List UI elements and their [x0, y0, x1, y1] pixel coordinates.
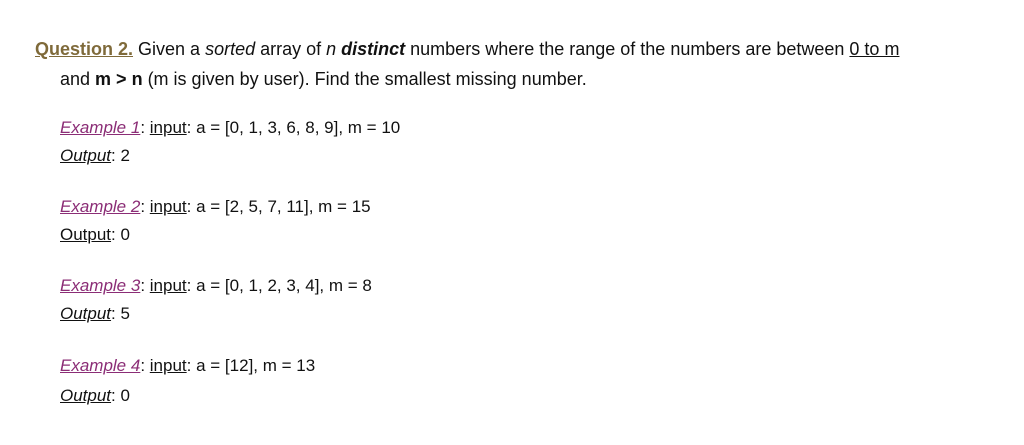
example-3-input-line — [60, 273, 372, 299]
example-1-output-label: Output — [60, 146, 112, 165]
example-3-input-label: input — [149, 276, 187, 295]
example-3-output-line — [60, 301, 130, 327]
question-text-5: (m is given by user). Find the smallest missing number. — [142, 69, 587, 89]
m-gt-n: m > n — [95, 69, 143, 89]
example-4-output-line — [60, 383, 130, 409]
question-title: Question 2. — [35, 39, 134, 59]
example-1-output-value: : 2 — [111, 146, 130, 165]
question-line-2 — [60, 66, 587, 92]
example-1-input-line — [60, 115, 400, 141]
example-4-input-value: : a = [12], m = 13 — [186, 356, 316, 375]
example-2-label: Example 2 — [60, 197, 141, 216]
question-text-2: array of — [255, 39, 327, 59]
example-1-colon: : — [140, 118, 150, 137]
example-2-input-line — [60, 194, 371, 220]
example-2-input-label: input — [149, 197, 187, 216]
example-4-output-value: : 0 — [111, 386, 130, 405]
example-2-output-line — [60, 222, 130, 248]
example-2-input-value: : a = [2, 5, 7, 11], m = 15 — [186, 197, 371, 216]
sorted-word: sorted — [205, 39, 256, 59]
example-2-output-value: : 0 — [111, 225, 130, 244]
question-text-1: Given a — [133, 39, 206, 59]
example-4-input-label: input — [149, 356, 187, 375]
example-1-label: Example 1 — [60, 118, 141, 137]
question-text-4: and — [60, 69, 96, 89]
example-4-input-line — [60, 353, 315, 379]
question-line-1 — [35, 36, 899, 62]
example-2-colon: : — [140, 197, 150, 216]
example-1-input-label: input — [149, 118, 187, 137]
example-4-output-label: Output — [60, 386, 112, 405]
example-3-input-value: : a = [0, 1, 2, 3, 4], m = 8 — [186, 276, 372, 295]
example-3-colon: : — [140, 276, 150, 295]
example-3-label: Example 3 — [60, 276, 141, 295]
n-word: n — [326, 39, 337, 59]
question-text-3: numbers where the range of the numbers are between — [405, 39, 850, 59]
example-3-output-value: : 5 — [111, 304, 130, 323]
range-text: 0 to m — [849, 39, 900, 59]
distinct-word: distinct — [336, 39, 406, 59]
example-4-label: Example 4 — [60, 356, 141, 375]
example-4-colon: : — [140, 356, 150, 375]
example-1-output-line — [60, 143, 130, 169]
example-2-output-label: Output — [60, 225, 112, 244]
example-3-output-label: Output — [60, 304, 112, 323]
example-1-input-value: : a = [0, 1, 3, 6, 8, 9], m = 10 — [186, 118, 401, 137]
